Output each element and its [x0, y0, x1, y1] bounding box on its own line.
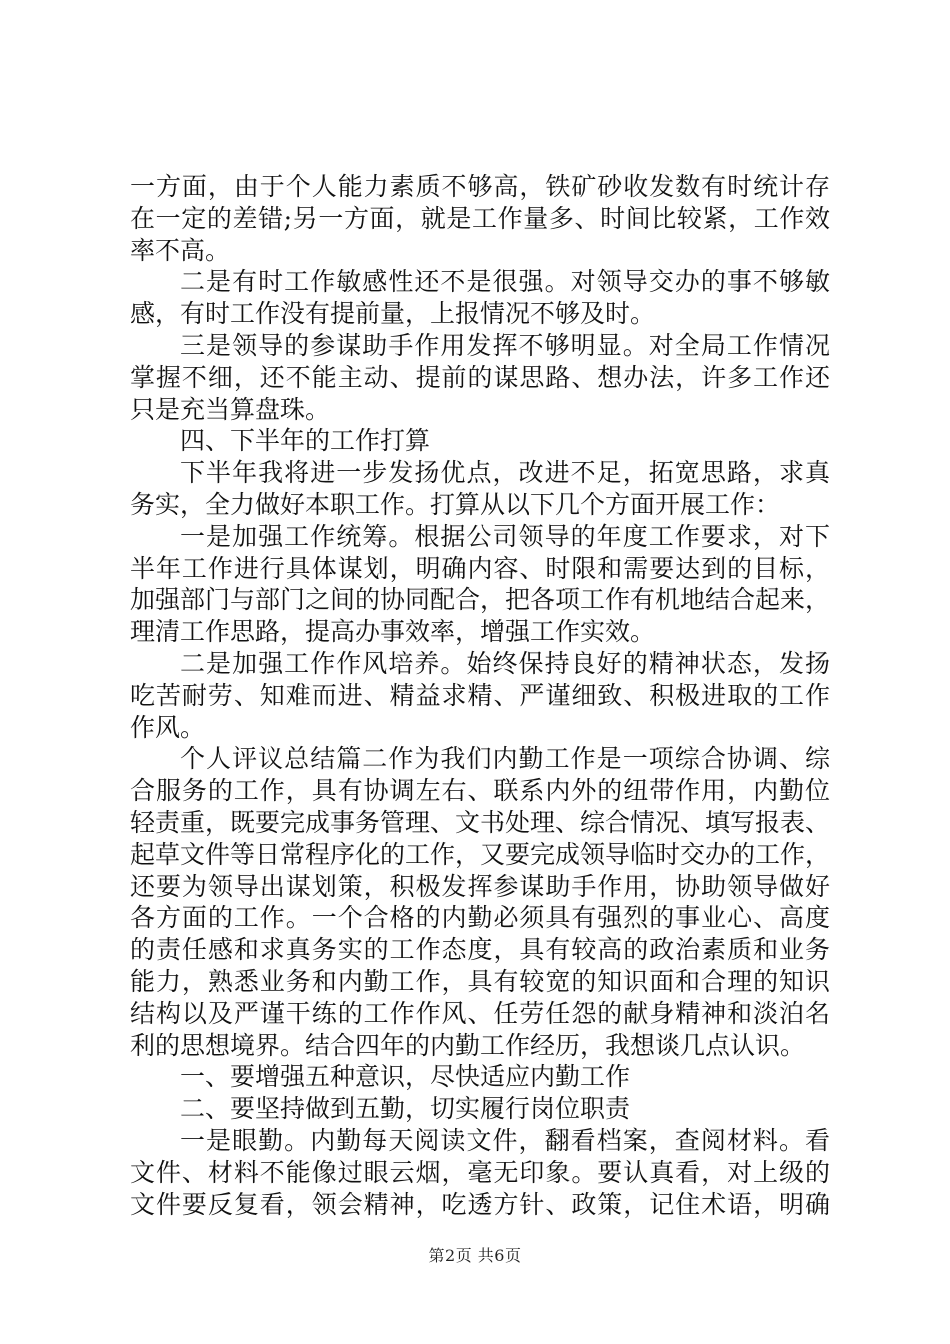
page-number-label: 第2页 共6页 — [428, 1246, 522, 1265]
text-line: 一是眼勤。内勤每天阅读文件，翻看档案，查阅材料。看 — [180, 1125, 830, 1155]
text-line: 轻责重，既要完成事务管理、文书处理、综合情况、填写报表、 — [130, 807, 831, 837]
text-line: 吃苦耐劳、知难而进、精益求精、严谨细致、积极进取的工作 — [130, 680, 830, 710]
text-line: 各方面的工作。一个合格的内勤必须具有强烈的事业心、高度 — [130, 903, 830, 933]
text-line: 掌握不细，还不能主动、提前的谋思路、想办法，许多工作还 — [130, 362, 830, 392]
text-line: 一是加强工作统筹。根据公司领导的年度工作要求，对下 — [180, 521, 830, 551]
text-line: 文件要反复看，领会精神，吃透方针、政策，记住术语，明确 — [130, 1189, 830, 1219]
text-line: 理清工作思路，提高办事效率，增强工作实效。 — [130, 617, 656, 647]
text-line: 加强部门与部门之间的协同配合，把各项工作有机地结合起来， — [130, 585, 831, 615]
text-line: 三是领导的参谋助手作用发挥不够明显。对全局工作情况 — [180, 330, 830, 360]
text-line: 只是充当算盘珠。 — [130, 394, 331, 424]
text-line: 结构以及严谨干练的工作作风、任劳任怨的献身精神和淡泊名 — [130, 998, 830, 1028]
document-body — [130, 171, 830, 1220]
text-line: 二、要坚持做到五勤，切实履行岗位职责 — [180, 1094, 631, 1124]
text-line: 半年工作进行具体谋划，明确内容、时限和需要达到的目标， — [130, 553, 830, 583]
text-line: 四、下半年的工作打算 — [180, 426, 431, 456]
text-line: 率不高。 — [130, 235, 231, 265]
text-line: 还要为领导出谋划策，积极发挥参谋助手作用，协助领导做好 — [130, 871, 830, 901]
text-line: 利的思想境界。结合四年的内勤工作经历，我想谈几点认识。 — [130, 1030, 806, 1060]
text-line: 文件、材料不能像过眼云烟，毫无印象。要认真看，对上级的 — [130, 1157, 830, 1187]
page-footer — [0, 1243, 950, 1266]
text-line: 务实，全力做好本职工作。打算从以下几个方面开展工作： — [130, 489, 781, 519]
text-line: 感，有时工作没有提前量，上报情况不够及时。 — [130, 299, 656, 329]
text-line: 作风。 — [130, 712, 206, 742]
text-line: 合服务的工作，具有协调左右、联系内外的纽带作用，内勤位 — [130, 776, 830, 806]
text-line: 二是有时工作敏感性还不是很强。对领导交办的事不够敏 — [180, 267, 830, 297]
text-line: 能力，熟悉业务和内勤工作，具有较宽的知识面和合理的知识 — [130, 966, 830, 996]
text-line: 二是加强工作作风培养。始终保持良好的精神状态，发扬 — [180, 648, 830, 678]
text-line: 个人评议总结篇二作为我们内勤工作是一项综合协调、综 — [180, 744, 830, 774]
text-line: 的责任感和求真务实的工作态度，具有较高的政治素质和业务 — [130, 935, 830, 965]
text-line: 一方面，由于个人能力素质不够高，铁矿砂收发数有时统计存 — [130, 172, 830, 201]
text-line: 一、要增强五种意识，尽快适应内勤工作 — [180, 1062, 631, 1092]
text-line: 起草文件等日常程序化的工作，又要完成领导临时交办的工作， — [130, 839, 831, 869]
text-line: 下半年我将进一步发扬优点，改进不足，拓宽思路，求真 — [180, 458, 830, 488]
text-line: 在一定的差错;另一方面，就是工作量多、时间比较紧，工作效 — [130, 203, 830, 233]
